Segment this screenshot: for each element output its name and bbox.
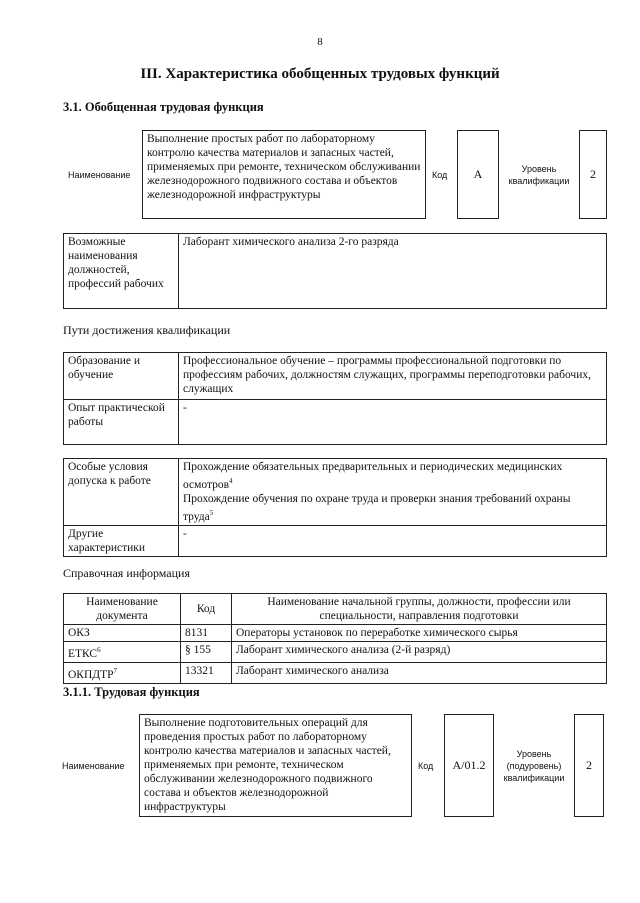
experience-label: Опыт практической работы (64, 400, 179, 445)
tf-level-label: Уровень (подуровень) квалификации (503, 749, 565, 783)
gtf-code-value: А (457, 130, 499, 219)
ref-header-code: Код (181, 594, 232, 625)
tf-name-label: Наименование (62, 761, 125, 771)
positions-value: Лаборант химического анализа 2-го разряда (179, 234, 607, 309)
education-table (63, 352, 607, 445)
page-number: 8 (317, 36, 323, 48)
conditions-value-1: Прохождение обязательных предварительных и периодических медицинских осмотров (183, 461, 563, 491)
conditions-label: Особые условия допуска к работе (64, 459, 179, 526)
ref-doc: ОКЗ (64, 625, 181, 642)
other-value: - (179, 525, 607, 556)
gtf-name-value: Выполнение простых работ по лабораторному контролю качества материалов и запасных частей, применяемых при ремонте, техническом обслуживании железнодорожного подвижного состава и объектов железнодорожной инфраструктуры (142, 130, 426, 219)
ref-header-doc: Наименование документа (64, 594, 181, 625)
footnote-ref-6: 6 (97, 646, 101, 654)
tf-code-label: Код (418, 761, 434, 771)
footnote-ref-7: 7 (113, 666, 118, 675)
table-row (64, 642, 607, 663)
experience-value: - (179, 400, 607, 445)
ref-name: Лаборант химического анализа (2-й разряд) (232, 642, 607, 663)
ref-doc: ОКПДТР$^7$ (64, 662, 181, 683)
qualification-paths-heading: Пути достижения квалификации (63, 323, 231, 337)
conditions-value (179, 459, 607, 526)
reference-table (63, 593, 607, 684)
tf-level-value: 2 (574, 714, 604, 817)
positions-table (63, 233, 607, 309)
conditions-table (63, 458, 607, 557)
ref-header-name: Наименование начальной группы, должности, профессии или специальности, направления подготовки (232, 594, 607, 625)
gtf-heading: 3.1. Обобщенная трудовая функция (63, 100, 264, 114)
ref-code: 8131 (181, 625, 232, 642)
gtf-level-label: Уровень квалификации (508, 164, 570, 186)
gtf-name-label: Наименование (68, 170, 131, 180)
gtf-code-label: Код (432, 170, 448, 180)
tf-code-value: А/01.2 (444, 714, 494, 817)
education-label: Образование и обучение (64, 353, 179, 400)
conditions-value-2: Прохождение обучения по охране труда и проверки знания требований охраны труда (183, 492, 571, 523)
footnote-ref-4: 4 (229, 477, 233, 485)
tf-name-value: Выполнение подготовительных операций для проведения простых работ по лабораторному контролю качества материалов и запасных частей, применяемых при ремонте, техническом обслуживании железнодорожного подвижного состава и объектов железнодорожной инфраструктуры (139, 714, 412, 817)
reference-heading: Справочная информация (63, 566, 190, 580)
ref-doc: ЕТКС$^6$ (64, 642, 181, 663)
ref-name: Операторы установок по переработке химического сырья (232, 625, 607, 642)
gtf-level-value: 2 (579, 130, 607, 219)
footnote-ref-5: 5 (209, 508, 214, 517)
education-value: Профессиональное обучение – программы профессиональной подготовки по профессиям рабочих, должностям служащих, программы переподготовки рабочих, служащих (179, 353, 607, 400)
tf-heading: 3.1.1. Трудовая функция (63, 685, 200, 699)
section-title: III. Характеристика обобщенных трудовых функций (140, 66, 500, 82)
ref-code: § 155 (181, 642, 232, 663)
ref-code: 13321 (181, 662, 232, 683)
ref-name: Лаборант химического анализа (232, 662, 607, 683)
positions-label: Возможные наименования должностей, профессий рабочих (64, 234, 179, 309)
table-row (64, 662, 607, 683)
other-label: Другие характеристики (64, 525, 179, 556)
table-row (64, 625, 607, 642)
